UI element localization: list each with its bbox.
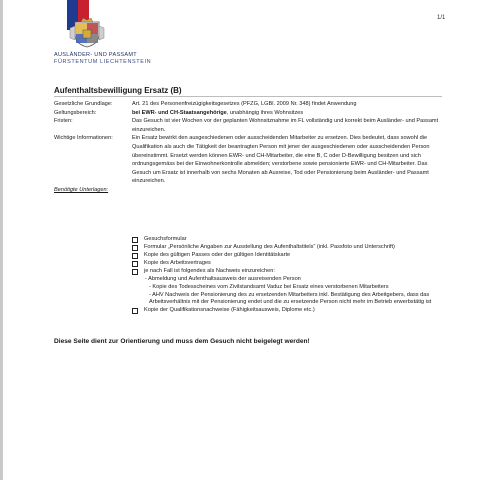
checkbox-icon[interactable] <box>132 253 138 259</box>
document-item-text: Gesuchsformular <box>144 236 187 242</box>
geltung-bold-text: bei EWR- und CH-Staatsangehörige <box>132 109 227 116</box>
field-value-geltung <box>132 109 442 118</box>
document-item-text: Kopie des Arbeitsvertrages <box>144 260 211 267</box>
field-row-fristen <box>54 117 442 134</box>
sub-item-todesschein: - Kopie des Todesscheines vom Zivilstandsamt Vaduz bei Ersatz eines verstorbenen Mitarbeiters <box>149 284 389 291</box>
office-name <box>54 52 151 65</box>
checkbox-icon[interactable] <box>132 308 138 314</box>
field-value-info: Ein Ersatz bewirkt den ausgeschiedenen oder ausscheidenden Mitarbeiter zu ersetzen. Dies bedeutet, dass sowohl die Qualifikation als auch die Tätigkeit der beantragten Person mit jener der ausgeschiedenen oder ausscheidenden Person übereinstimmt. Ersetzt werden können EWR- und CH-Mitarbeiter, die eine B, C oder D-Bewilligung besitzen und sich ordnungsgemäss bei der Einwohnerkontrolle abmelden; verstorbene sowie pensionierte EWR- und CH-Mitarbeiter. Das Gesuch um Ersatz ist innerhalb von sechs Monaten ab Ausreise, Tod oder Pensionierung beim Ausländer- und Passamt einzureichen. <box>132 135 430 185</box>
left-margin-stripe <box>0 0 3 480</box>
document-title: Aufenthaltsbewilligung Ersatz (B) <box>54 86 182 95</box>
list-item <box>132 307 442 315</box>
field-label-geltung: Geltungsbereich: <box>54 109 97 116</box>
list-item <box>132 268 442 276</box>
field-label-grundlage: Gesetzliche Grundlage: <box>54 101 113 107</box>
document-item-text: Kopie des gültigen Passes oder der gültigen Identitätskarte <box>144 252 291 259</box>
info-fields <box>54 100 442 195</box>
required-documents-list <box>132 236 442 315</box>
checkbox-icon[interactable] <box>132 245 138 251</box>
field-value-fristen: Das Gesuch ist vier Wochen vor der geplanten Wohnsitznahme im FL vollständig und korrekt beim Ausländer- und Passamt einzureichen. <box>132 118 439 133</box>
checkbox-icon[interactable] <box>132 237 138 243</box>
field-label-fristen: Fristen: <box>54 118 73 125</box>
sub-item-ahv-nachweis: - AHV Nachweis der Pensionierung des zu ersetzenden Mitarbeiters inkl. Bestätigung des Arbeitgebers, dass das Arbeitsverhältnis mit der Pensionierung endet und die zu ersetzende Person nicht mehr im Betrieb erwerbstätig ist <box>149 291 432 306</box>
title-divider <box>54 96 442 97</box>
list-item <box>132 260 442 268</box>
document-item-text: Formular „Persönliche Angaben zur Ausstellung des Aufenthaltstitels“ (inkl. Passfoto und Unterschrift) <box>144 244 395 251</box>
orientation-note: Diese Seite dient zur Orientierung und muss dem Gesuch nicht beigelegt werden! <box>54 338 310 345</box>
field-label-unterlagen: Benötigte Unterlagen: <box>54 186 109 193</box>
office-name-line2: FÜRSTENTUM LIECHTENSTEIN <box>54 58 152 65</box>
field-label-info: Wichtige Informationen: <box>54 135 113 142</box>
list-item <box>132 236 442 244</box>
field-row-grundlage <box>54 100 442 109</box>
office-name-line1: AUSLÄNDER- UND PASSAMT <box>54 52 137 58</box>
geltung-rest-text: , unabhängig ihres Wohnsitzes <box>226 109 304 116</box>
sub-item-abmeldung: - Abmeldung und Aufenthaltsausweis der ausreisenden Person <box>145 276 301 283</box>
list-item <box>132 244 442 252</box>
document-item-text: Kopie der Qualifikationsnachweise (Fähigkeitsausweis, Diplome etc.) <box>144 306 315 313</box>
checkbox-icon[interactable] <box>132 269 138 275</box>
field-row-unterlagen <box>54 186 442 195</box>
checkbox-icon[interactable] <box>132 261 138 267</box>
field-row-geltung <box>54 109 442 118</box>
liechtenstein-crest-icon <box>67 18 107 48</box>
page-number: 1/1 <box>437 15 446 21</box>
field-row-info <box>54 134 442 186</box>
field-value-grundlage: Art. 21 des Personenfreizügigkeitsgesetzes (PFZG, LGBl. 2009 Nr. 348) findet Anwendung <box>132 101 357 107</box>
list-item <box>132 252 442 260</box>
document-item-text: je nach Fall ist folgendes als Nachweis einzureichen: <box>144 268 275 275</box>
